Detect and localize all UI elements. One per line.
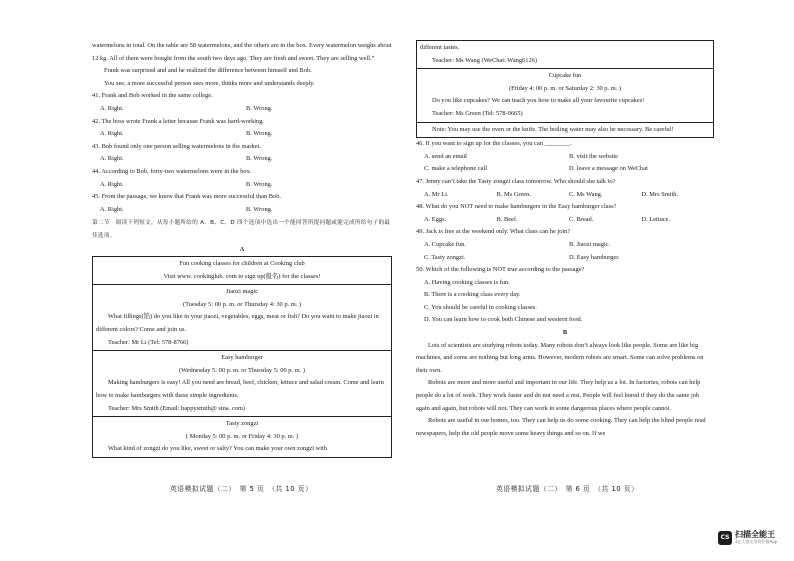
option-a: A. send an email (424, 152, 467, 160)
option-c: C. Tasty zongzi. (424, 253, 466, 261)
cooking-classes-box-continued (416, 40, 714, 138)
class-zongzi-continued (417, 41, 713, 68)
passage-paragraph: Robots are more and more useful and important in our life. They help us a lot. In factories, robots can help people do a lot of work. They work faster and do not need a rest. People will feel bored if they do the same job again and again, but robots will not. They can work in some dangerous places where people cannot. (416, 379, 701, 412)
option-d: D. Mrs Smith. (641, 190, 679, 198)
option-a: A. Having cooking classes is fun. (424, 278, 510, 286)
option-c: C. You should be careful in cooking classes. (424, 303, 537, 311)
intro-title: Fun cooking classes for children at Cooking club (179, 260, 305, 268)
class-description: Do you like cupcakes? We can teach you how to make all your favourite cupcakes! (432, 97, 645, 105)
box-note (417, 122, 713, 138)
class-description: What fillings(馅) do you like in your jiaozi, vegetables, eggs, meat or fish? Do you want to make jiaozi in different colors? Come and join us. (96, 313, 379, 334)
class-hamburger (93, 350, 391, 416)
option-a: A. Eggs. (424, 215, 447, 223)
question-45 (92, 191, 392, 216)
option-b: B. Wrong. (246, 104, 273, 112)
question-42 (92, 116, 392, 141)
page-footer-left: 英语模拟试题（二） 第 5 页 （共 10 页） (170, 485, 313, 493)
question-text: 45. From the passage, we know that Frank was more successful than Bob. (92, 193, 282, 201)
class-title: Cupcake fun (548, 72, 582, 80)
scanner-watermark-title: 扫描全能王 (735, 530, 775, 539)
class-description: different tastes. (420, 44, 460, 51)
scanner-watermark-subtitle: 3亿人都在用的扫描App (735, 539, 778, 544)
class-cupcake (417, 68, 713, 121)
class-title: Tasty zongzi (225, 420, 259, 428)
question-text: 41. Frank and Bob worked in the same college. (92, 92, 213, 100)
question-text: 42. The boss wrote Frank a letter because Frank was hard-working. (92, 117, 265, 125)
page-footer-right: 英语模拟试题（二） 第 6 页 （共 10 页） (496, 485, 639, 493)
option-b: B. Jiaozi magic. (569, 240, 611, 248)
option-d: D. Lettuce. (641, 215, 671, 223)
note-text: Note: You may use the oven or the knife. The boiling water may also be necessary. Be careful! (432, 125, 674, 133)
question-text: 48. What do you NOT need to make hamburgers in the Easy hamburger class? (416, 203, 617, 211)
option-c: C. Bread. (569, 215, 594, 223)
option-b: B. Wrong. (246, 180, 273, 188)
option-b: B. visit the website (569, 152, 618, 160)
question-50 (416, 264, 714, 327)
question-48 (416, 201, 714, 226)
question-text: 49. Jack is free at the weekend only. What class can he join? (416, 228, 571, 236)
class-description: What kind of zongzi do you like, sweet or salty? You can make your own zongzi with (108, 445, 328, 453)
class-time: (Wednesday 5: 00 p. m. or Thursday 5: 00 p. m. ) (179, 366, 305, 374)
option-a: A. Right. (100, 104, 124, 112)
option-c: C. Ms Wang. (569, 190, 603, 198)
class-time: (Friday 4: 00 p. m. or Saturday 2: 30 p. m. ) (508, 84, 621, 92)
class-teacher: Teacher: Ms Green (Tel: 578-9665) (432, 109, 523, 117)
option-b: B. Wrong. (246, 205, 273, 213)
question-46 (416, 138, 714, 176)
question-49 (416, 226, 714, 264)
camscanner-logo-icon: CS (718, 531, 732, 545)
option-c: C. make a telephone call (424, 165, 487, 173)
option-d: D. You can learn how to cook both Chinese and western food. (424, 316, 583, 324)
question-text: 43. Bob found only one person selling watermelons in the market. (92, 142, 261, 150)
question-44 (92, 166, 392, 191)
story-paragraph: watermelons in total. On the table are 58 watermelons, and the others are in the box. Every watermelon weighs about 12 kg. All of them were bought from the south two days ago. They are fresh and sweet. They are selling well.” (92, 42, 392, 62)
story-paragraph: You see, a more successful person sees more, thinks more and understands deeply. (104, 79, 315, 87)
option-b: B. Wrong. (246, 155, 273, 163)
section-instructions: 第二节 阅读下列短文，从每小题所给的 A、B、C、D 四个选项中选出一个能回答所提问题或能完成所给句子的最佳选项。 (92, 220, 391, 239)
class-zongzi (93, 416, 391, 457)
option-d: D. leave a message on WeChat (569, 165, 648, 173)
option-a: A. Right. (100, 155, 124, 163)
scanner-watermark (718, 530, 777, 545)
question-text: 44. According to Bob, forty-two watermelons were in the box. (92, 167, 252, 175)
option-b: B. Beef. (496, 215, 518, 223)
question-43 (92, 141, 392, 166)
option-a: A. Right. (100, 180, 124, 188)
option-a: A. Cupcake fun. (424, 240, 466, 248)
intro-website: Visit www. cookinglub. com to sign up(报名) for the classes! (163, 272, 321, 280)
question-text: 46. If you want to sign up for the classes, you can ________. (416, 140, 572, 148)
passage-label: B (562, 329, 568, 337)
option-b: B. There is a cooking class every day. (424, 291, 521, 299)
class-jiaozi (93, 284, 391, 350)
class-time: (Tuesday 5: 00 p. m. or Thursday 4: 30 p. m. ) (182, 300, 302, 308)
question-text: 47. Jenny can’t take the Tasty zongzi class tomorrow. Who should she talk to? (416, 177, 616, 185)
option-b: B. Ms Green. (496, 190, 531, 198)
option-b: B. Wrong. (246, 130, 273, 138)
story-paragraph: Frank was surprised and and he realized the difference between himself and Bob. (104, 67, 312, 75)
class-teacher: Teacher: Ms Wang (WeChat: Wang6126) (432, 56, 537, 64)
option-a: A. Right. (100, 130, 124, 138)
class-description: Making hamburgers is easy! All you need are bread, beef, chicken, lettuce and salad cream. Come and learn how to make hamburgers with these simple ingredients. (96, 379, 384, 400)
left-page (92, 40, 392, 458)
passage-paragraph: Lots of scientists are studying robots today. Many robots don’t always look like people. Some are like big machines, and some are nothing but long arms. However, modern robots are smart. Some can solve problems on their own. (416, 341, 704, 374)
box-intro (93, 257, 391, 284)
right-page (416, 40, 714, 440)
class-teacher: Teacher: Mr Li (Tel: 578-8766) (108, 338, 189, 346)
question-41 (92, 90, 392, 115)
cooking-classes-box (92, 256, 392, 458)
class-title: Jiaozi magic (225, 288, 259, 296)
class-title: Easy hamburger (221, 354, 263, 362)
question-47 (416, 176, 714, 201)
question-text: 50. Which of the following is NOT true according to the passage? (416, 266, 585, 274)
passage-label: A (239, 245, 245, 253)
class-teacher: Teacher: Mrs Smith (Email: happysmith@ sina. com) (108, 404, 245, 412)
option-a: A. Right. (100, 205, 124, 213)
passage-paragraph: Robots are useful in our homes, too. They can help us do some cooking. They can help the blind people read newspapers, help the old people move some heavy things and so on. If we (416, 417, 706, 437)
class-time: ( Monday 5: 00 p. m. or Friday 4: 30 p. m. ) (185, 432, 299, 440)
option-a: A. Mr Li. (424, 190, 449, 198)
option-d: D. Easy hamburger. (569, 253, 620, 261)
